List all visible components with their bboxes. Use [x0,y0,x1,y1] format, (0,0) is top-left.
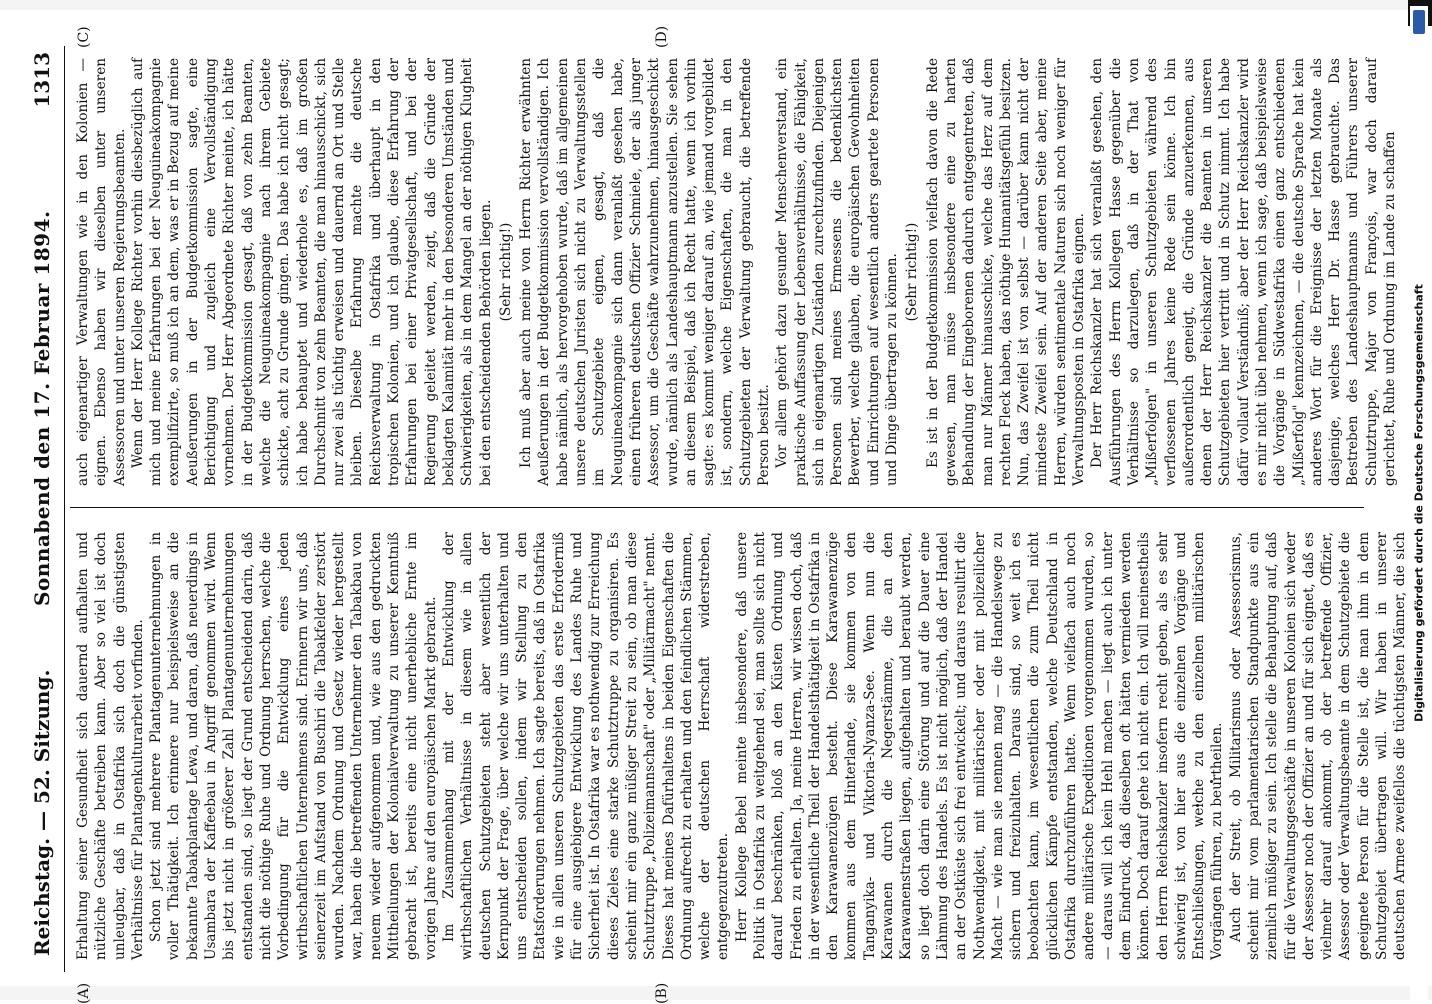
margin-mark-B: (B) [654,982,670,1004]
digitization-credit-text: Digitalisierung gefördert durch die Deutsche Forschungsgemeinschaft [1412,284,1426,722]
margin-mark-D: (D) [654,25,670,48]
left-column [74,532,1428,960]
paragraph: Schon jetzt sind mehrere Plantagenunternehmungen in voller Thätigkeit. Ich erinnere nur beispielsweise an die bekannte Tabakplantage Lewa, und daran, daß neuerdings in Usambara der Kaffeebau in Angriff genommen wird. Wenn bis jetzt nicht in größerer Zahl Plantagenunternehmungen entstanden sind, so liegt der Grund entscheidend darin, daß nicht die nöthige Ruhe und Ordnung herrschen, welche die Vorbedingung für die Entwicklung eines jeden wirthschaftlichen Unternehmens sind. Erinnern wir uns, daß seinerzeit im Aufstand von Buschiri die Tabakfelder zerstört wurden. Nachdem Ordnung und Gesetz wieder hergestellt war, haben die betreffenden Unternehmer den Tabakbau von neuem wieder aufgenommen und, wie aus den gedruckten Mittheilungen der Kolonialverwaltung zu unserer Kenntniß gebracht ist, bereits eine nicht unerhebliche Ernte im vorigen Jahre auf den europäischen Markt gebracht. [148,532,439,960]
header-date: Sonnabend den 17. Februar 1894. [30,210,54,606]
paragraph: Erhaltung seiner Gesundheit sich dauernd aufhalten und nützliche Geschäfte betreiben kann. Aber so viel ist doch unleugbar, daß in Ostafrika sich doch die günstigsten Verhältnisse für Plantagenkulturarbeit vorfinden. [75,532,146,960]
paragraph: auch eigenartiger Verwaltungen wie in den Kolonien — eignen. Ebenso haben wir dieselben unter unseren Assessoren und unter unseren Regierungsbeamten. [75,58,128,486]
paragraph: Vor allem gehört dazu gesunder Menschenverstand, ein praktische Auffassung der Lebensverhältnisse, die Fähigkeit, sich in eigenartigen Zuständen zurechtzufinden. Diejenigen Personen sind meines Ermessens die bedenklichsten Bewerber, welche glauben, die europäischen Gewohnheiten und Einrichtungen auf wesentlich anders geartete Personen und Dinge übertragen zu können. [774,58,901,486]
header-rule [64,46,65,972]
margin-mark-A: (A) [76,982,92,1004]
interjection: (Sehr richtig!) [497,222,514,322]
paragraph: Ich muß aber auch meine von Herrn Richter erwähnten Aeußerungen in der Budgetkommission vervollständigen. Ich habe nämlich, als hervorgehoben wurde, daß im allgemeinen unsere deutschen Juristen sich nicht zu Verwaltungsstellen im Schutzgebiete eignen, gesagt, daß die Neuguineakompagnie sich dann veranlaßt gesehen habe, einen früheren deutschen Offizier Schmiele, der als junger Assessor, um die Geschäfte wahrzunehmen, hinausgeschickt wurde, nämlich als Landeshauptmann anzustellen. Sie sehen an diesem Beispiel, daß ich Recht hatte, wenn ich vorhin sagte: es kommt weniger darauf an, wie jemand vorgebildet ist, sondern, welche Eigenschaften, die man in den Schutzgebieten der Verwaltung gebraucht, die betreffende Person besitzt. [518,58,772,486]
paragraph: Auch der Streit, ob Militarismus oder Assessorismus, scheint mir vom parlamentarischen Standpunkte aus ein ziemlich müßiger zu sein. Ich stelle die Behauptung auf, daß für die Verwaltungsgeschäfte in unseren Kolonien sich weder der Assessor noch der Offizier an und für sich eignet, daß es vielmehr darauf ankommt, ob der betreffende Offizier, Assessor oder Verwaltungsbeamte in dem Schutzgebiete die geeignete Person für die Stelle ist, die man ihm in dem Schutzgebiet übertragen will. Wir haben in unserer deutschen Armee zweifellos die tüchtigsten Männer, die sich [1227,532,1409,960]
header-session: Reichstag. — 52. Sitzung. [30,669,54,956]
paragraph: Es ist in der Budgetkommission vielfach davon die Rede gewesen, man müsse insbesondere eine zu harten Behandlung der Eingeborenen dadurch entgegentreten, daß man nur Männer hinausschicke, welche das Herz auf dem rechten Fleck haben, das nöthige Humanitätsgefühl besitzen. Nun, das Zweifel ist von selbst — darüber kann nicht der mindeste Zweifel sein. Auf der anderen Seite aber, meine Herren, würden sentimentale Naturen sich noch weniger für Verwaltungsposten in Ostafrika eignen. [924,58,1088,486]
interjection: (Sehr richtig!) [904,222,921,322]
digitization-credit [1410,6,1428,1000]
rotated-page [24,16,1409,1004]
paragraph: Wenn der Herr Kollege Richter vorhin diesbezüglich auf mich und meine Erfahrungen bei der Neuguineakompagnie exemplifizirte, so muß ich an dem, was er in Bezug auf meine Aeußerungen in der Budgetkommission sagte, eine Berichtigung und zugleich eine Vervollständigung vornehmen. Der Herr Abgeordnete Richter meinte, ich hätte in der Budgetkommission gesagt, daß von zehn Beamten, welche die Neuguineakompagnie nach ihrem Gebiete schickte, acht zu Grunde gingen. Das habe ich nicht gesagt; ich habe behauptet und wiederhole es, daß im großen Durchschnitt von zehn Beamten, die man hinausschickt, sich nur zwei als tüchtig erweisen und dauernd an Ort und Stelle bleiben. Dieselbe Erfahrung machte die deutsche Reichsverwaltung in Ostafrika und überhaupt in den tropischen Kolonien, und ich glaube, diese Erfahrung der Erfahrungen bei einer Privatgesellschaft, und bei der Regierung geleitet werden, zeigt, daß die Gründe der beklagten Kalamität mehr in den besonderen Umständen und Schwierigkeiten, als in dem Mangel an der nöthigen Klugheit bei den entscheidenden Behörden liegen. [129,58,494,486]
page-header [24,16,60,986]
paragraph: Herr Kollege Bebel meinte insbesondere, daß unsere Politik in Ostafrika zu weitgehend sei, man sollte sich nicht darauf beschränken, bloß an den Küsten Ordnung und Frieden zu erhalten. Ja, meine Herren, wir wissen doch, daß in der wesentliche Theil der Handelsthätigkeit in Ostafrika in den Karawanenzügen besteht. Diese Karawanenzüge kommen aus dem Hinterlande, sie kommen von den Tanganyika- und Viktoria-Nyanza-See. Wenn nun die Karawanen durch die Negerstämme, die an den Karawanenstraßen liegen, aufgehalten und beraubt werden, so liegt doch darin eine Störung und auf die Dauer eine Lähmung des Handels. Es ist nicht möglich, daß der Handel an der Ostküste sich frei entwickelt; und daraus resultirt die Nothwendigkeit, mit militärischer oder mit polizeilicher Macht — wie man sie nennen mag — die Handelswege zu sichern und freizuhalten. Daraus sind, so weit ich es beobachten kann, im wesentlichen die zum Theil nicht glücklichen Kämpfe entstanden, welche Deutschland in Ostafrika durchzuführen hatte. Wenn vielfach auch noch andere militärische Expeditionen vorgenommen wurden, so — daraus will ich kein Hehl machen — liegt auch ich unter dem Eindruck, daß dieselben oft hätten vermieden werden können. Doch darauf gehe ich nicht ein. Ich will meinestheils den Herrn Reichskanzler insofern recht geben, als es sehr schwierig ist, von hier aus die einzelnen Vorgänge und Entschließungen, welche zu den einzelnen militärischen Vorgängen führen, zu beurtheilen. [733,532,1226,960]
scan-top-edge [0,0,1432,10]
dfg-logo [1413,10,1425,34]
column-divider [70,507,1364,508]
margin-mark-C: (C) [76,26,92,48]
header-page-number: 1313 [30,52,54,108]
paragraph: Im Zusammenhang mit der Entwicklung der wirthschaftlichen Verhältnisse in diesem wie in allen deutschen Schutzgebieten steht aber wesentlich der Kernpunkt der Frage, über welche wir uns unterhalten und uns entscheiden sollen, indem wir Stellung zu den Etatsforderungen nehmen. Ich sagte bereits, daß in Ostafrika wie in allen unseren Schutzgebieten das erste Erforderniß für eine ausgiebigere Entwicklung des Landes Ruhe und Sicherheit ist. In Ostafrika war es nothwendig zur Erreichung dieses Zieles eine starke Schutztruppe zu organisiren. Es scheint mir ein ganz müßiger Streit zu sein, ob man diese Schutztruppe „Polizeimannschaft" oder „Militärmacht" nennt. Dieses hat meines Dafürhaltens in beiden Eigenschaften die Ordnung aufrecht zu erhalten und den feindlichen Stämmen, welche der deutschen Herrschaft widerstreben, entgegenzutreten. [440,532,732,960]
paragraph: Der Herr Reichskanzler hat sich veranlaßt gesehen, den Ausführungen des Herrn Kollegen Hasse gegenüber die Verhältnisse so darzulegen, daß in der That von „Mißerfolgen" in unseren Schutzgebieten während des verflossenen Jahres keine Rede sein könne. Ich bin außerordentlich geneigt, die Gründe anzuerkennen, aus denen der Herr Reichskanzler die Beamten in unseren Schutzgebieten hier vertritt und in Schutz nimmt. Ich habe dafür vollauf Verständniß; aber der Herr Reichskanzler wird es mir nicht übel nehmen, wenn ich sage, daß beispielsweise die Vorgänge in Südwestafrika einen ganz entschiedenen „Mißerfolg" kennzeichnen, — die deutsche Sprache hat kein anderes Wort für die Ereignisse der letzten Monate als dasjenige, welches Herr Dr. Hasse gebrauchte. Das Bestreben des Landeshauptmanns und Führers unserer Schutztruppe, Major von François, war doch darauf gerichtet, Ruhe und Ordnung im Lande zu schaffen [1089,58,1399,486]
scan-bottom-edge [0,986,1432,1000]
right-column [74,58,1399,486]
